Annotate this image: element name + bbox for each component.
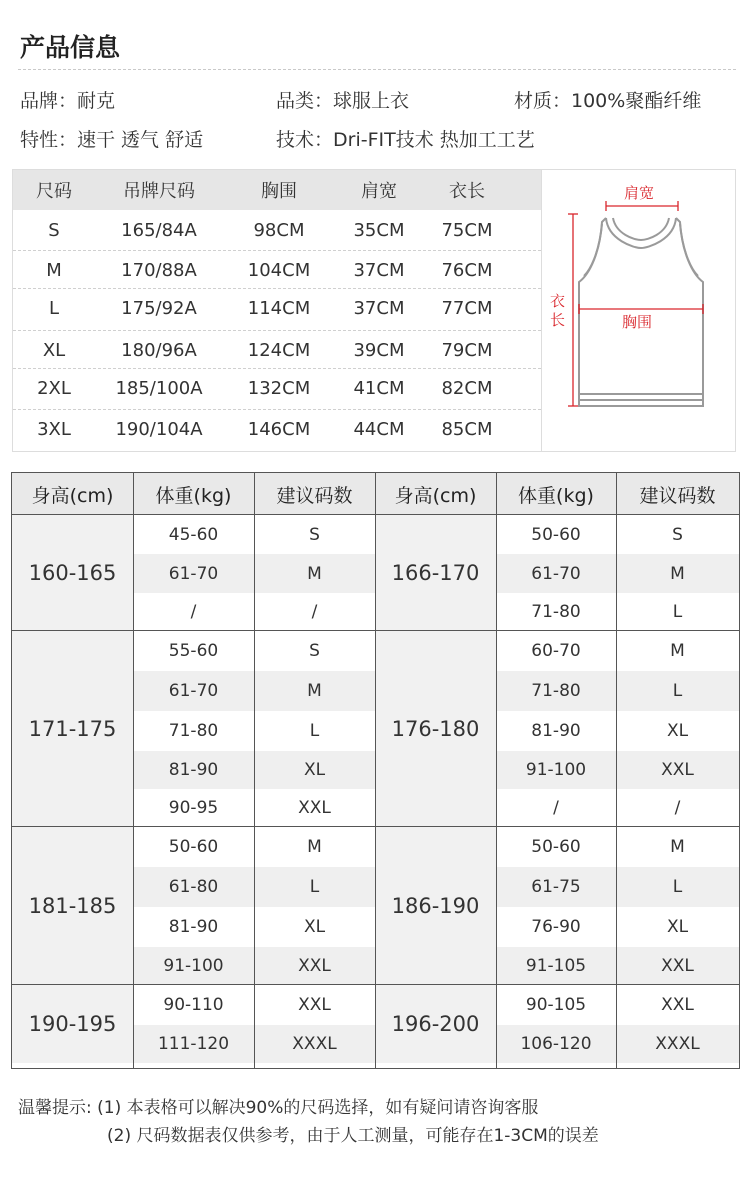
- size-cell: S: [309, 524, 320, 545]
- height-range-cell: 160-165: [12, 515, 133, 631]
- size-cell: XL: [666, 917, 689, 937]
- weight-cell: 106-120: [520, 1034, 592, 1054]
- weight-cell: 81-90: [531, 721, 581, 741]
- size-row: [13, 330, 541, 370]
- height-range-cell: 176-180: [375, 631, 496, 827]
- height-range-cell: 181-185: [12, 827, 133, 985]
- size-cell: M: [670, 563, 685, 584]
- weight-cell: 81-90: [168, 917, 219, 937]
- weight-cell: 61-70: [531, 563, 581, 584]
- size-cell: 132CM: [247, 377, 311, 399]
- size-cell: 114CM: [247, 297, 311, 319]
- table-header-cell: 体重(kg): [133, 473, 254, 515]
- size-cell: 104CM: [247, 259, 311, 281]
- weight-cell: 90-110: [163, 995, 224, 1015]
- weight-cell: 76-90: [531, 917, 581, 937]
- size-cell: 85CM: [441, 418, 493, 440]
- size-cell: /: [674, 798, 681, 818]
- size-cell: /: [311, 602, 318, 622]
- header-chest: 胸围: [261, 181, 297, 202]
- height-range-cell: 190-195: [12, 985, 133, 1063]
- size-cell: M: [46, 259, 62, 281]
- size-cell: L: [309, 877, 320, 897]
- size-cell: XXL: [661, 956, 694, 976]
- size-cell: L: [48, 297, 60, 319]
- features-info: 特性：速干 透气 舒适: [20, 129, 204, 151]
- header-divider: [12, 514, 740, 515]
- chest-label: 胸围: [622, 313, 653, 331]
- size-chart-header: [13, 170, 541, 210]
- column-divider: [133, 473, 134, 1069]
- weight-cell: 50-60: [531, 837, 581, 857]
- size-cell: 37CM: [353, 297, 405, 319]
- page-title: 产品信息: [20, 33, 121, 62]
- size-cell: XXL: [661, 995, 694, 1015]
- size-cell: 3XL: [37, 418, 71, 440]
- size-cell: XXL: [298, 995, 331, 1015]
- size-cell: M: [670, 641, 685, 661]
- column-divider: [496, 473, 497, 1069]
- header-shoulder: 肩宽: [361, 181, 397, 202]
- weight-cell: 50-60: [168, 837, 219, 857]
- brand-info: 品牌：耐克: [20, 90, 116, 112]
- weight-cell: 55-60: [168, 641, 219, 661]
- size-cell: XL: [42, 339, 66, 361]
- title-divider: [18, 69, 736, 70]
- size-cell: L: [672, 877, 683, 897]
- weight-cell: 71-80: [531, 602, 581, 622]
- weight-cell: 61-80: [168, 877, 219, 897]
- tip-line-2: (2) 尺码数据表仅供参考，由于人工测量，可能存在1-3CM的误差: [107, 1126, 599, 1146]
- size-cell: XXL: [298, 956, 331, 976]
- header-length: 衣长: [449, 181, 485, 202]
- column-divider: [254, 473, 255, 1069]
- size-cell: M: [307, 563, 322, 584]
- size-cell: 82CM: [441, 377, 493, 399]
- table-header-cell: 建议码数: [616, 473, 739, 515]
- weight-cell: 90-95: [168, 798, 219, 818]
- weight-cell: 90-105: [525, 995, 587, 1015]
- column-divider: [375, 473, 376, 1069]
- weight-cell: /: [190, 602, 197, 622]
- size-cell: XXXL: [655, 1034, 700, 1054]
- weight-cell: 61-70: [168, 681, 219, 701]
- weight-cell: 60-70: [531, 641, 581, 661]
- size-cell: S: [672, 524, 683, 545]
- size-row: [13, 210, 541, 250]
- jersey-diagram: [541, 170, 736, 451]
- size-cell: L: [672, 681, 683, 701]
- size-cell: 39CM: [353, 339, 405, 361]
- size-cell: 165/84A: [121, 219, 197, 241]
- category-info: 品类：球服上衣: [276, 90, 410, 112]
- size-cell: 37CM: [353, 259, 405, 281]
- shoulder-width-label: 肩宽: [624, 184, 655, 202]
- size-cell: S: [309, 641, 320, 661]
- size-cell: XXL: [661, 760, 694, 780]
- size-recommendation-table: [11, 472, 740, 1069]
- size-cell: M: [307, 837, 322, 857]
- size-cell: 75CM: [441, 219, 493, 241]
- weight-cell: 91-105: [525, 956, 587, 976]
- size-row: [13, 250, 541, 290]
- size-cell: 185/100A: [115, 377, 203, 399]
- size-cell: 146CM: [247, 418, 311, 440]
- size-cell: 76CM: [441, 259, 493, 281]
- size-cell: 98CM: [253, 219, 305, 241]
- size-chart: [12, 169, 736, 452]
- size-cell: 170/88A: [121, 259, 197, 281]
- size-cell: S: [48, 219, 60, 241]
- weight-cell: 61-75: [531, 877, 581, 897]
- size-row: [13, 409, 541, 449]
- weight-cell: 50-60: [531, 524, 581, 545]
- height-range-cell: 166-170: [375, 515, 496, 631]
- height-range-cell: 196-200: [375, 985, 496, 1063]
- size-cell: 175/92A: [121, 297, 197, 319]
- size-cell: M: [307, 681, 322, 701]
- height-range-cell: 171-175: [12, 631, 133, 827]
- size-cell: XL: [303, 917, 326, 937]
- weight-cell: 91-100: [163, 956, 224, 976]
- body-length-label-top: 衣: [550, 292, 566, 310]
- size-cell: XL: [666, 721, 689, 741]
- size-cell: L: [309, 721, 320, 741]
- weight-cell: 71-80: [531, 681, 581, 701]
- weight-cell: 111-120: [157, 1034, 230, 1054]
- size-row: [13, 368, 541, 408]
- tech-info: 技术：Dri-FIT技术 热加工工艺: [276, 129, 535, 151]
- weight-cell: 71-80: [168, 721, 219, 741]
- size-cell: 79CM: [441, 339, 493, 361]
- header-size: 尺码: [36, 181, 72, 202]
- table-header-cell: 身高(cm): [12, 473, 133, 515]
- size-cell: 35CM: [353, 219, 405, 241]
- header-tag-size: 吊牌尺码: [123, 181, 195, 202]
- size-cell: 180/96A: [121, 339, 197, 361]
- height-range-cell: 186-190: [375, 827, 496, 985]
- column-divider: [616, 473, 617, 1069]
- size-cell: 44CM: [353, 418, 405, 440]
- table-header-cell: 身高(cm): [375, 473, 496, 515]
- size-cell: XL: [303, 760, 326, 780]
- size-row: [13, 288, 541, 328]
- size-cell: M: [670, 837, 685, 857]
- body-length-label-bottom: 长: [550, 311, 566, 329]
- size-cell: L: [672, 602, 683, 622]
- size-cell: XXXL: [292, 1034, 337, 1054]
- weight-cell: /: [553, 798, 559, 818]
- size-cell: 41CM: [353, 377, 405, 399]
- tip-line-1: 温馨提示: (1) 本表格可以解决90%的尺码选择，如有疑问请咨询客服: [18, 1098, 539, 1118]
- weight-cell: 45-60: [168, 524, 219, 545]
- weight-cell: 61-70: [168, 563, 219, 584]
- size-cell: 2XL: [37, 377, 71, 399]
- size-cell: XXL: [298, 798, 331, 818]
- weight-cell: 91-100: [525, 760, 587, 780]
- weight-cell: 81-90: [168, 760, 219, 780]
- table-header-cell: 体重(kg): [496, 473, 616, 515]
- size-cell: 190/104A: [115, 418, 203, 440]
- table-header-cell: 建议码数: [254, 473, 375, 515]
- size-cell: 124CM: [247, 339, 311, 361]
- material-info: 材质：100%聚酯纤维: [514, 90, 702, 112]
- size-cell: 77CM: [441, 297, 493, 319]
